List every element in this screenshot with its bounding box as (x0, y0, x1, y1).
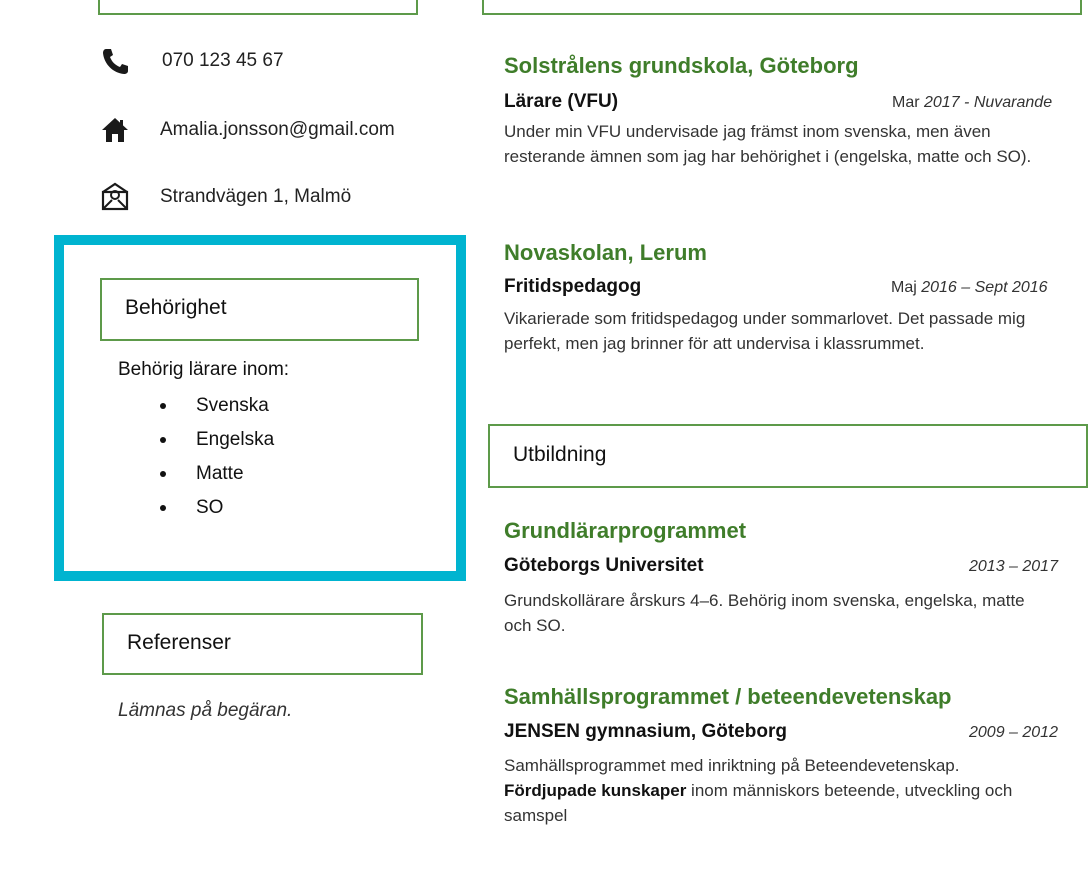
experience-description: Under min VFU undervisade jag främst inom svenska, men även resterande ämnen som jag har behörighet i (engelska, matte och SO). (504, 122, 1032, 166)
experience-date: Maj 2016 – Sept 2016 (891, 279, 1048, 296)
experience-role: Fritidspedagog (504, 276, 642, 297)
behorighet-intro: Behörig lärare inom: (118, 359, 290, 380)
phone-icon (100, 46, 130, 76)
behorighet-title: Behörighet (125, 296, 227, 319)
experience-place: Solstrålens grundskola, Göteborg (504, 53, 859, 78)
experience-date: Mar 2017 - Nuvarande (892, 94, 1053, 111)
postal-address: Strandvägen 1, Malmö (160, 186, 352, 207)
mail-icon (100, 182, 130, 212)
list-item: Matte (118, 457, 274, 491)
education-description: Grundskollärare årskurs 4–6. Behörig inom svenska, engelska, matte och SO. (504, 591, 1025, 635)
top-right-box (482, 0, 1082, 15)
education-description: Samhällsprogrammet med inriktning på Beteendevetenskap. Fördjupade kunskaper inom människors beteende, utveckling och samspel (504, 756, 1013, 825)
phone-number: 070 123 45 67 (162, 50, 284, 71)
contact-address (100, 182, 351, 212)
referenser-note: Lämnas på begäran. (118, 700, 293, 721)
education-school: Göteborgs Universitet (504, 555, 704, 576)
referenser-title: Referenser (127, 631, 231, 654)
experience-description: Vikarierade som fritidspedagog under sommarlovet. Det passade mig perfekt, men jag brinner för att undervisa i klassrummet. (504, 309, 1026, 353)
list-item: Engelska (118, 423, 274, 457)
utbildning-title: Utbildning (513, 443, 607, 466)
list-item: Svenska (118, 389, 274, 423)
experience-role: Lärare (VFU) (504, 91, 619, 112)
list-item: SO (118, 491, 274, 525)
education-date: 2013 – 2017 (969, 558, 1058, 575)
education-program: Samhällsprogrammet / beteendevetenskap (504, 684, 952, 709)
home-icon (100, 115, 130, 145)
email-address: Amalia.jonsson@gmail.com (160, 119, 395, 140)
behorighet-list (118, 389, 274, 525)
experience-place: Novaskolan, Lerum (504, 240, 707, 265)
education-program: Grundlärarprogrammet (504, 518, 747, 543)
contact-phone (100, 46, 284, 76)
top-left-box (98, 0, 418, 15)
education-date: 2009 – 2012 (969, 724, 1058, 741)
education-school: JENSEN gymnasium, Göteborg (504, 721, 787, 742)
contact-email (100, 115, 395, 145)
